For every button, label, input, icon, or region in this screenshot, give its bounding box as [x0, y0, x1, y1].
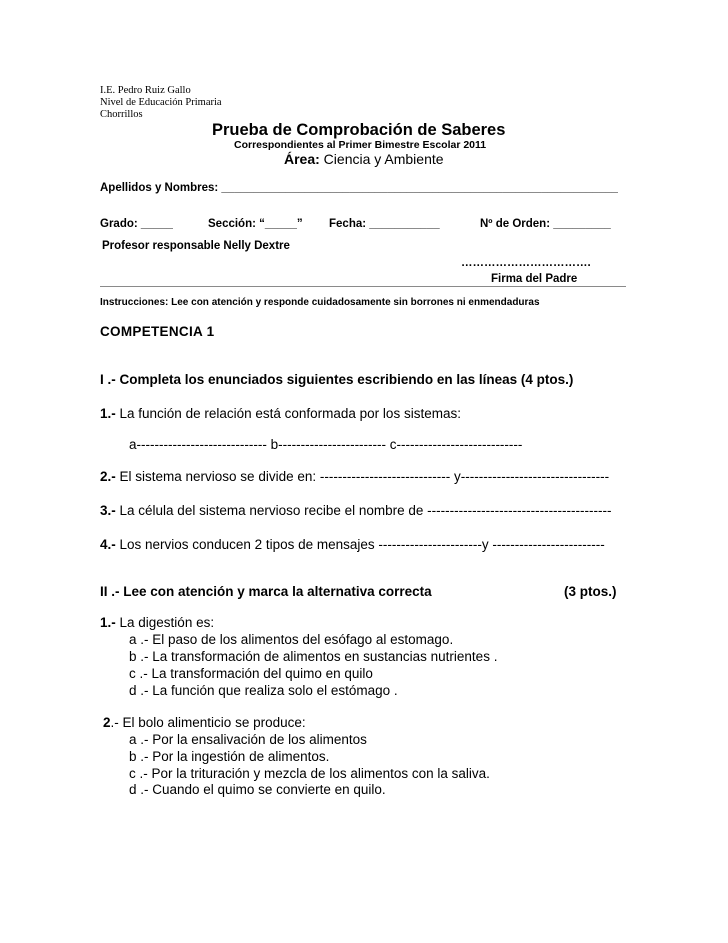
s1-q2-number: 2.- — [100, 469, 116, 484]
school-name: I.E. Pedro Ruiz Gallo — [100, 85, 191, 96]
s2-q2-option-d[interactable]: d .- Cuando el quimo se convierte en quilo. — [129, 782, 386, 797]
s2-q2-text: .- El bolo alimenticio se produce: — [110, 715, 306, 730]
s1-question-3[interactable] — [100, 503, 612, 518]
s1-q3-text: La célula del sistema nervioso recibe el nombre de ----------------------------------------- — [115, 503, 612, 518]
s1-q1-blanks[interactable]: a----------------------------- b------------------------ c---------------------------- — [129, 437, 523, 452]
s2-q2-option-b[interactable]: b .- Por la ingestión de alimentos. — [129, 749, 330, 764]
page-title: Prueba de Comprobación de Saberes — [212, 121, 506, 139]
area-label: Área: — [284, 151, 320, 167]
section-1-title: I .- Completa los enunciados siguientes escribiendo en las líneas (4 ptos.) — [100, 372, 574, 387]
s2-q2-option-a[interactable]: a .- Por la ensalivación de los alimentos — [129, 732, 367, 747]
signature-label: Firma del Padre — [491, 273, 578, 285]
signature-line[interactable]: ……………………………. — [461, 257, 591, 269]
grade-field[interactable]: Grado: _____ — [100, 218, 173, 230]
area-value: Ciencia y Ambiente — [319, 151, 444, 167]
s2-question-1 — [100, 615, 214, 630]
competencia-heading: COMPETENCIA 1 — [100, 324, 215, 339]
s1-q4-text: Los nervios conducen 2 tipos de mensajes -----------------------y ------------------------- — [115, 537, 605, 552]
education-level: Nivel de Educación Primaria — [100, 97, 222, 108]
s1-q2-text: El sistema nervioso se divide en: ----------------------------- y--------------------------------- — [115, 469, 610, 484]
s2-q1-option-a[interactable]: a .- El paso de los alimentos del esófago al estomago. — [129, 632, 454, 647]
s1-q4-number: 4.- — [100, 537, 116, 552]
section-2-title: II .- Lee con atención y marca la alternativa correcta — [100, 584, 432, 599]
s2-q2-number: 2 — [103, 715, 111, 730]
page-subtitle: Correspondientes al Primer Bimestre Escolar 2011 — [234, 139, 487, 151]
s2-q1-number: 1.- — [100, 615, 116, 630]
s2-q1-text: La digestión es: — [115, 615, 215, 630]
order-blank: : _________ — [546, 218, 611, 230]
section-2-points: (3 ptos.) — [564, 584, 617, 599]
divider — [100, 286, 626, 287]
names-field[interactable]: Apellidos y Nombres: ______________________________________________________________ — [100, 182, 618, 194]
order-label: Nº de Orden — [480, 218, 547, 230]
district-name: Chorrillos — [100, 109, 143, 120]
s1-q1-number: 1.- — [100, 406, 116, 421]
s2-question-2 — [103, 715, 306, 730]
date-field[interactable]: Fecha: ___________ — [329, 218, 440, 230]
section-field[interactable]: Sección: “_____” — [208, 218, 303, 230]
s2-q2-option-c[interactable]: c .- Por la trituración y mezcla de los alimentos con la saliva. — [129, 766, 490, 781]
subject-area — [284, 151, 444, 167]
s2-q1-option-c[interactable]: c .- La transformación del quimo en quilo — [129, 666, 373, 681]
s1-question-2[interactable] — [100, 469, 609, 484]
s1-question-1 — [100, 406, 461, 421]
s2-q1-option-d[interactable]: d .- La función que realiza solo el estómago . — [129, 683, 398, 698]
order-number-field[interactable] — [480, 218, 611, 230]
s1-q1-text: La función de relación está conformada por los sistemas: — [115, 406, 461, 421]
s2-q1-option-b[interactable]: b .- La transformación de alimentos en sustancias nutrientes . — [129, 649, 498, 664]
s1-question-4[interactable] — [100, 537, 605, 552]
s1-q3-number: 3.- — [100, 503, 116, 518]
teacher-line: Profesor responsable Nelly Dextre — [102, 240, 290, 252]
instructions: Instrucciones: Lee con atención y responde cuidadosamente sin borrones ni enmendaduras — [100, 297, 540, 308]
